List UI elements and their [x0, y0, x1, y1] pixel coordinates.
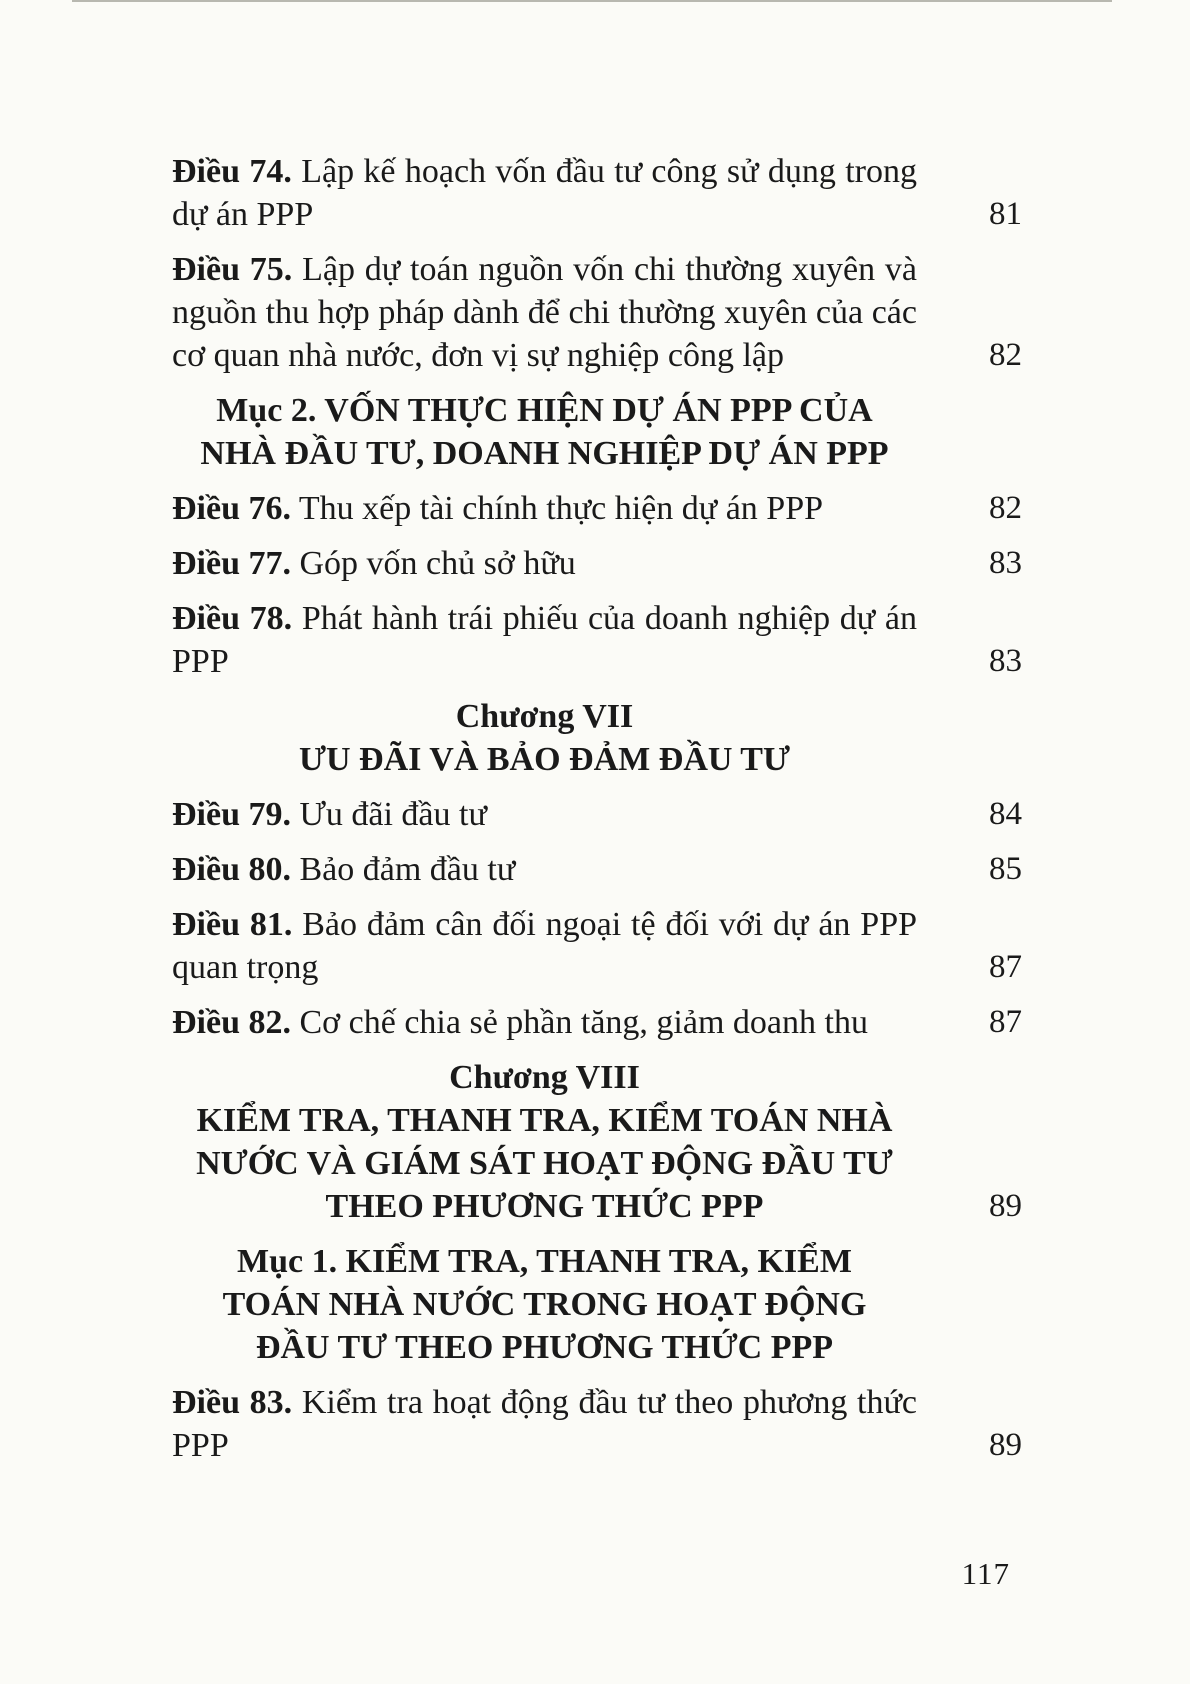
chapter-heading-viii	[172, 1056, 1022, 1228]
toc-entry-dieu-83	[172, 1381, 1022, 1467]
entry-page-number: 81	[989, 196, 1022, 232]
entry-title: Lập dự toán nguồn vốn chi thường xuyên và nguồn thu hợp pháp dành để chi thường xuyên của các cơ quan nhà nước, đơn vị sự nghiệp công lập	[172, 251, 917, 374]
heading-line: Mục 1. KIỂM TRA, THANH TRA, KIỂM	[237, 1243, 852, 1280]
entry-title: Lập kế hoạch vốn đầu tư công sử dụng trong dự án PPP	[172, 153, 918, 233]
toc-entry-dieu-75	[172, 248, 1022, 377]
entry-label: Điều 83.	[172, 1384, 293, 1421]
chapter-heading-vii	[172, 695, 917, 781]
entry-page-number: 82	[989, 490, 1022, 526]
entry-title: Kiểm tra hoạt động đầu tư theo phương thức PPP	[172, 1384, 918, 1464]
heading-line: ĐẦU TƯ THEO PHƯƠNG THỨC PPP	[255, 1329, 834, 1366]
entry-label: Điều 80.	[172, 851, 291, 888]
entry-label: Điều 74.	[172, 153, 292, 190]
toc-entry-dieu-79	[172, 793, 1022, 836]
chapter-number: Chương VIII	[449, 1059, 640, 1096]
entry-page-number: 87	[989, 949, 1022, 985]
table-of-contents	[172, 150, 1022, 1479]
heading-line: NHÀ ĐẦU TƯ, DOANH NGHIỆP DỰ ÁN PPP	[200, 435, 889, 472]
entry-title: Bảo đảm đầu tư	[299, 851, 516, 888]
toc-entry-dieu-76	[172, 487, 1022, 530]
chapter-title-line: THEO PHƯƠNG THỨC PPP	[325, 1188, 764, 1225]
entry-page-number: 84	[989, 796, 1022, 832]
entry-page-number: 87	[989, 1004, 1022, 1040]
entry-page-number: 85	[989, 851, 1022, 887]
entry-label: Điều 79.	[172, 796, 291, 833]
entry-page-number: 82	[989, 337, 1022, 373]
chapter-title: ƯU ĐÃI VÀ BẢO ĐẢM ĐẦU TƯ	[298, 741, 791, 778]
entry-title: Bảo đảm cân đối ngoại tệ đối với dự án PPP quan trọng	[172, 906, 918, 986]
chapter-title-line: KIỂM TRA, THANH TRA, KIỂM TOÁN NHÀ	[196, 1102, 893, 1139]
page-number: 117	[961, 1556, 1010, 1591]
entry-title: Phát hành trái phiếu của doanh nghiệp dự án PPP	[172, 600, 918, 680]
entry-label: Điều 81.	[172, 906, 293, 943]
entry-label: Điều 82.	[172, 1004, 291, 1041]
entry-label: Điều 75.	[172, 251, 293, 288]
entry-title: Ưu đãi đầu tư	[299, 796, 487, 833]
entry-page-number: 83	[989, 643, 1022, 679]
entry-label: Điều 77.	[172, 545, 291, 582]
entry-page-number: 83	[989, 545, 1022, 581]
page-top-edge	[72, 0, 1112, 8]
toc-entry-dieu-82	[172, 1001, 1022, 1044]
entry-title: Góp vốn chủ sở hữu	[299, 545, 576, 582]
entry-page-number: 89	[989, 1188, 1022, 1224]
toc-entry-dieu-78	[172, 597, 1022, 683]
heading-line: Mục 2. VỐN THỰC HIỆN DỰ ÁN PPP CỦA	[216, 392, 873, 429]
toc-entry-dieu-81	[172, 903, 1022, 989]
section-heading-muc-1	[172, 1240, 917, 1369]
chapter-number: Chương VII	[455, 698, 634, 735]
toc-entry-dieu-74	[172, 150, 1022, 236]
toc-entry-dieu-80	[172, 848, 1022, 891]
entry-page-number: 89	[989, 1427, 1022, 1463]
entry-title: Thu xếp tài chính thực hiện dự án PPP	[298, 490, 824, 527]
heading-line: TOÁN NHÀ NƯỚC TRONG HOẠT ĐỘNG	[222, 1286, 867, 1323]
entry-label: Điều 78.	[172, 600, 293, 637]
entry-title: Cơ chế chia sẻ phần tăng, giảm doanh thu	[299, 1004, 868, 1041]
section-heading-muc-2	[172, 389, 917, 475]
toc-entry-dieu-77	[172, 542, 1022, 585]
chapter-title-line: NƯỚC VÀ GIÁM SÁT HOẠT ĐỘNG ĐẦU TƯ	[196, 1145, 893, 1182]
entry-label: Điều 76.	[172, 490, 291, 527]
